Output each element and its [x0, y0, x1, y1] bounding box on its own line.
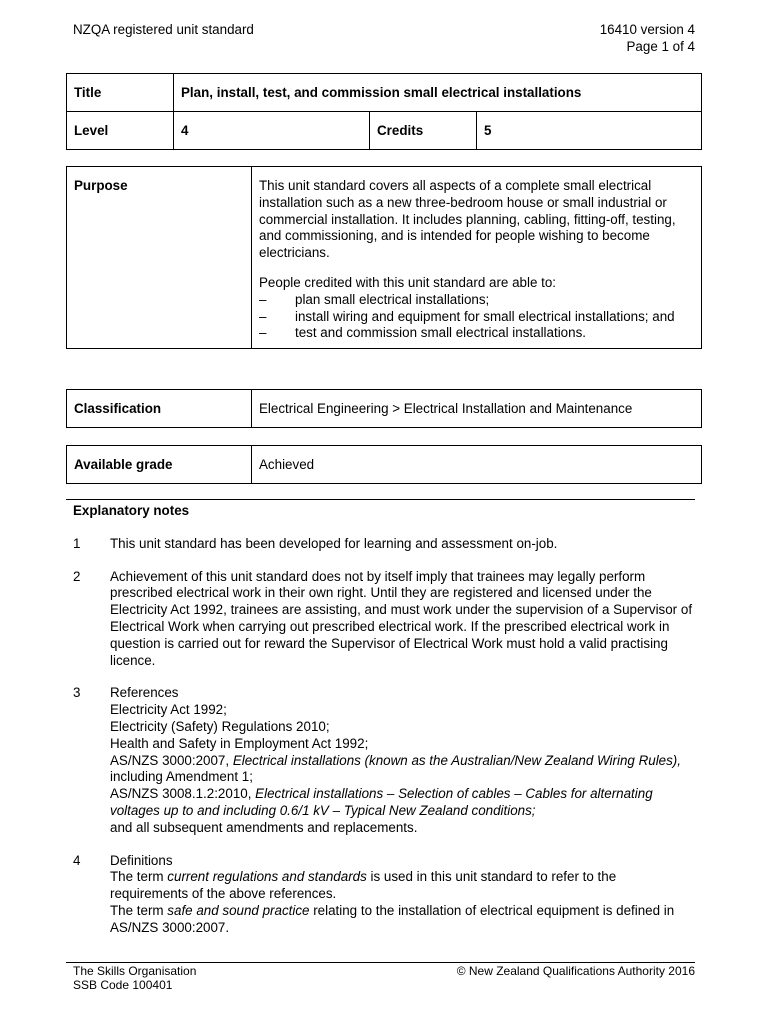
reference-item: Health and Safety in Employment Act 1992; [110, 735, 369, 751]
definition-prefix: The term [110, 869, 168, 885]
reference-title: Electrical installations (known as the Australian/New Zealand Wiring Rules), [232, 752, 681, 768]
purpose-label: Purpose [67, 167, 252, 349]
definition-text: is used in this unit standard to refer to the requirements of the above references. [110, 869, 617, 902]
grade-row [67, 446, 702, 484]
list-dash: – [259, 291, 267, 307]
classification-table [66, 389, 702, 428]
definition-prefix: The term [110, 902, 168, 918]
page-header [73, 21, 695, 61]
title-value: Plan, install, test, and commission small electrical installations [174, 74, 702, 112]
header-standard-label: NZQA registered unit standard [73, 22, 254, 37]
purpose-content [252, 167, 702, 349]
note-number: 1 [73, 535, 81, 551]
purpose-row [67, 167, 702, 349]
header-version-block [600, 21, 695, 55]
references-list [110, 685, 698, 836]
note-item [73, 569, 698, 670]
note-item-definitions [73, 853, 698, 937]
purpose-list-item [259, 309, 694, 326]
grade-label: Available grade [67, 446, 252, 484]
reference-code: AS/NZS 3008.1.2:2010, [110, 786, 256, 802]
note-number: 3 [73, 685, 81, 701]
credits-value: 5 [477, 112, 702, 150]
level-label: Level [67, 112, 174, 150]
list-item-text: plan small electrical installations; [295, 291, 490, 307]
definitions-title: Definitions [110, 852, 173, 868]
header-page-number: Page 1 of 4 [626, 39, 695, 54]
title-row [67, 74, 702, 112]
notes-heading: Explanatory notes [73, 503, 190, 518]
definition-item [110, 869, 698, 903]
note-text: This unit standard has been developed for learning and assessment on-job. [110, 535, 558, 551]
header-version: 16410 version 4 [599, 22, 695, 37]
reference-item: Electricity (Safety) Regulations 2010; [110, 718, 330, 734]
title-table [66, 73, 702, 150]
footer-org-name: The Skills Organisation [73, 964, 197, 978]
notes-divider [66, 499, 695, 500]
note-item-references [73, 685, 698, 836]
level-row [67, 112, 702, 150]
list-item-text: install wiring and equipment for small electrical installations; and [295, 308, 675, 324]
reference-code: AS/NZS 3000:2007, [110, 752, 233, 768]
grade-table [66, 445, 702, 484]
classification-label: Classification [67, 390, 252, 428]
purpose-list-item [259, 325, 694, 342]
footer-divider [66, 962, 695, 963]
grade-value: Achieved [252, 446, 702, 484]
reference-suffix: including Amendment 1; [110, 769, 253, 785]
list-dash: – [259, 308, 267, 324]
credits-label: Credits [370, 112, 477, 150]
definitions-list [110, 853, 698, 937]
purpose-intro: People credited with this unit standard are able to: [259, 274, 557, 290]
reference-title: Electrical installations – Selection of cables – Cables for alternating voltages up to and including 0.6/1 kV – Typical New Zealand conditions; [110, 786, 653, 818]
reference-item [110, 786, 698, 820]
explanatory-notes [73, 503, 698, 953]
definition-term: current regulations and standards [167, 869, 367, 885]
classification-value: Electrical Engineering > Electrical Installation and Maintenance [252, 390, 702, 428]
purpose-table [66, 166, 702, 349]
classification-row [67, 390, 702, 428]
note-number: 4 [73, 852, 81, 868]
note-item [73, 536, 698, 553]
note-number: 2 [73, 568, 81, 584]
definition-item [110, 903, 698, 937]
reference-item: and all subsequent amendments and replacements. [110, 819, 418, 835]
note-text: Achievement of this unit standard does not by itself imply that trainees may legally perform prescribed electrical work in their own right. Until they are registered and licensed under the Electricity Act 1992, trainees are assisting, and must work under the supervision of a Supervisor of Electrical Work when carrying out prescribed electrical work. If the prescribed electrical work in question is carried out for reward the Supervisor of Electrical Work must hold a valid practising licence. [110, 568, 693, 668]
purpose-list-item [259, 292, 694, 309]
title-label: Title [67, 74, 174, 112]
footer-ssb-code: SSB Code 100401 [73, 978, 173, 992]
reference-item [110, 753, 698, 787]
footer-organisation [73, 964, 196, 992]
level-value: 4 [174, 112, 370, 150]
definition-term: safe and sound practice [167, 902, 310, 918]
footer-copyright: © New Zealand Qualifications Authority 2016 [456, 964, 695, 978]
references-title: References [110, 685, 179, 701]
reference-item: Electricity Act 1992; [110, 702, 227, 718]
list-item-text: test and commission small electrical installations. [295, 325, 586, 341]
list-dash: – [259, 325, 267, 341]
definition-text: relating to the installation of electrical equipment is defined in AS/NZS 3000:2007. [110, 902, 675, 935]
purpose-paragraph: This unit standard covers all aspects of a complete small electrical installation such as a new three-bedroom house or small industrial or commercial installation. It includes planning, cabling, fitting-off, testing, and commissioning, and is intended for people wishing to become electricians. [259, 178, 676, 261]
